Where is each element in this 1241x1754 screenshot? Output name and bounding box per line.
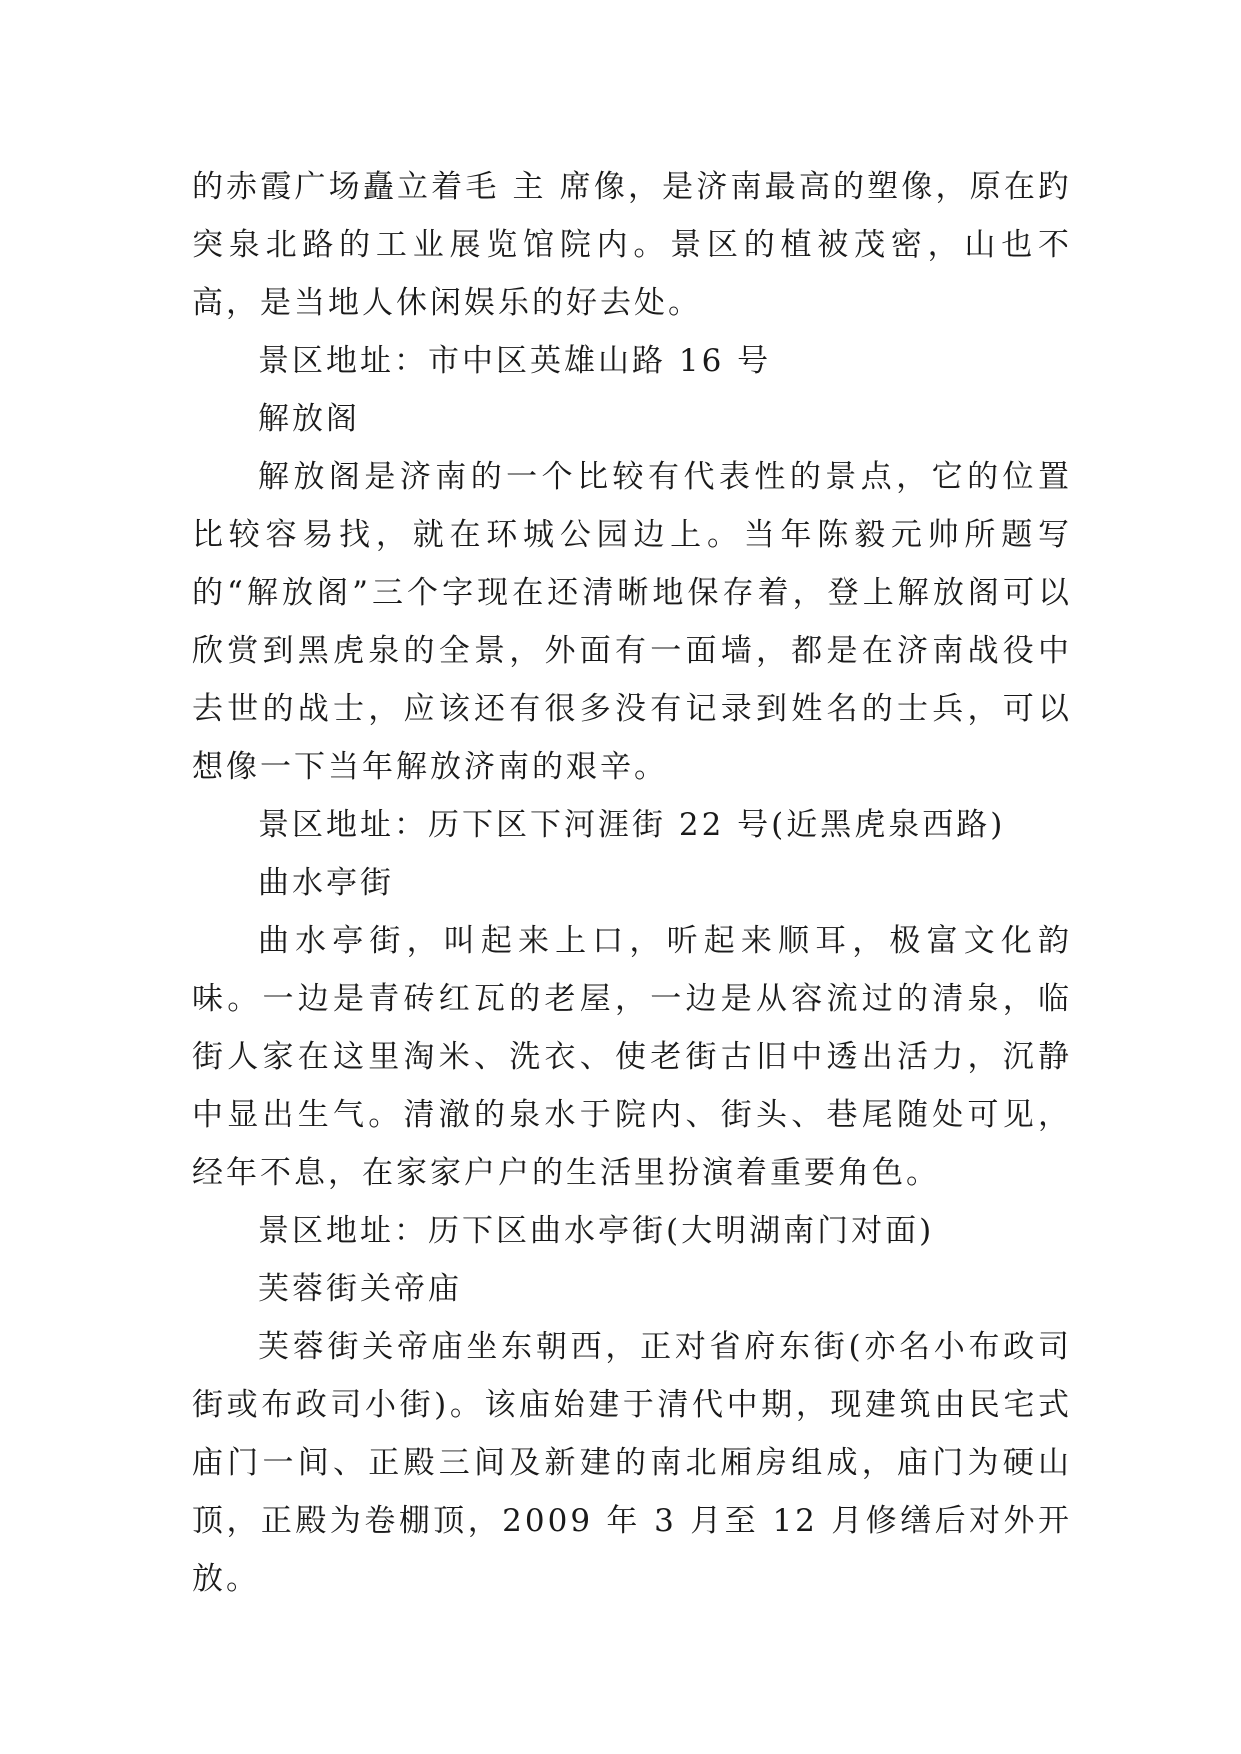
address-yingxiongshan: 景区地址：市中区英雄山路 16 号 bbox=[258, 343, 772, 379]
paragraph-guandimiao: 芙蓉街关帝庙坐东朝西，正对省府东街(亦名小布政司街或布政司小街)。该庙始建于清代中期，现建筑由民宅式庙门一间、正殿三间及新建的南北厢房组成，庙门为硬山顶，正殿为卷棚顶，2009 年 3 月至 12 月修缮后对外开放。 bbox=[192, 1329, 1072, 1597]
address-jiefangge: 景区地址：历下区下河涯街 22 号(近黑虎泉西路) bbox=[258, 807, 1006, 843]
heading-jiefangge: 解放阁 bbox=[258, 401, 360, 437]
paragraph-intro-continuation: 的赤霞广场矗立着毛 主 席像，是济南最高的塑像，原在趵突泉北路的工业展览馆院内。景区的植被茂密，山也不高，是当地人休闲娱乐的好去处。 bbox=[192, 169, 1072, 321]
paragraph-jiefangge: 解放阁是济南的一个比较有代表性的景点，它的位置比较容易找，就在环城公园边上。当年陈毅元帅所题写的“解放阁”三个字现在还清晰地保存着，登上解放阁可以欣赏到黑虎泉的全景，外面有一面墙，都是在济南战役中去世的战士，应该还有很多没有记录到姓名的士兵，可以想像一下当年解放济南的艰辛。 bbox=[192, 459, 1072, 785]
address-qushuiting: 景区地址：历下区曲水亭街(大明湖南门对面) bbox=[258, 1213, 935, 1249]
document-body bbox=[192, 158, 1072, 1608]
heading-qushuiting: 曲水亭街 bbox=[258, 865, 394, 901]
heading-guandimiao: 芙蓉街关帝庙 bbox=[258, 1271, 462, 1307]
paragraph-qushuiting: 曲水亭街，叫起来上口，听起来顺耳，极富文化韵味。一边是青砖红瓦的老屋，一边是从容流过的清泉，临街人家在这里淘米、洗衣、使老街古旧中透出活力，沉静中显出生气。清澈的泉水于院内、街头、巷尾随处可见，经年不息，在家家户户的生活里扮演着重要角色。 bbox=[192, 923, 1072, 1191]
